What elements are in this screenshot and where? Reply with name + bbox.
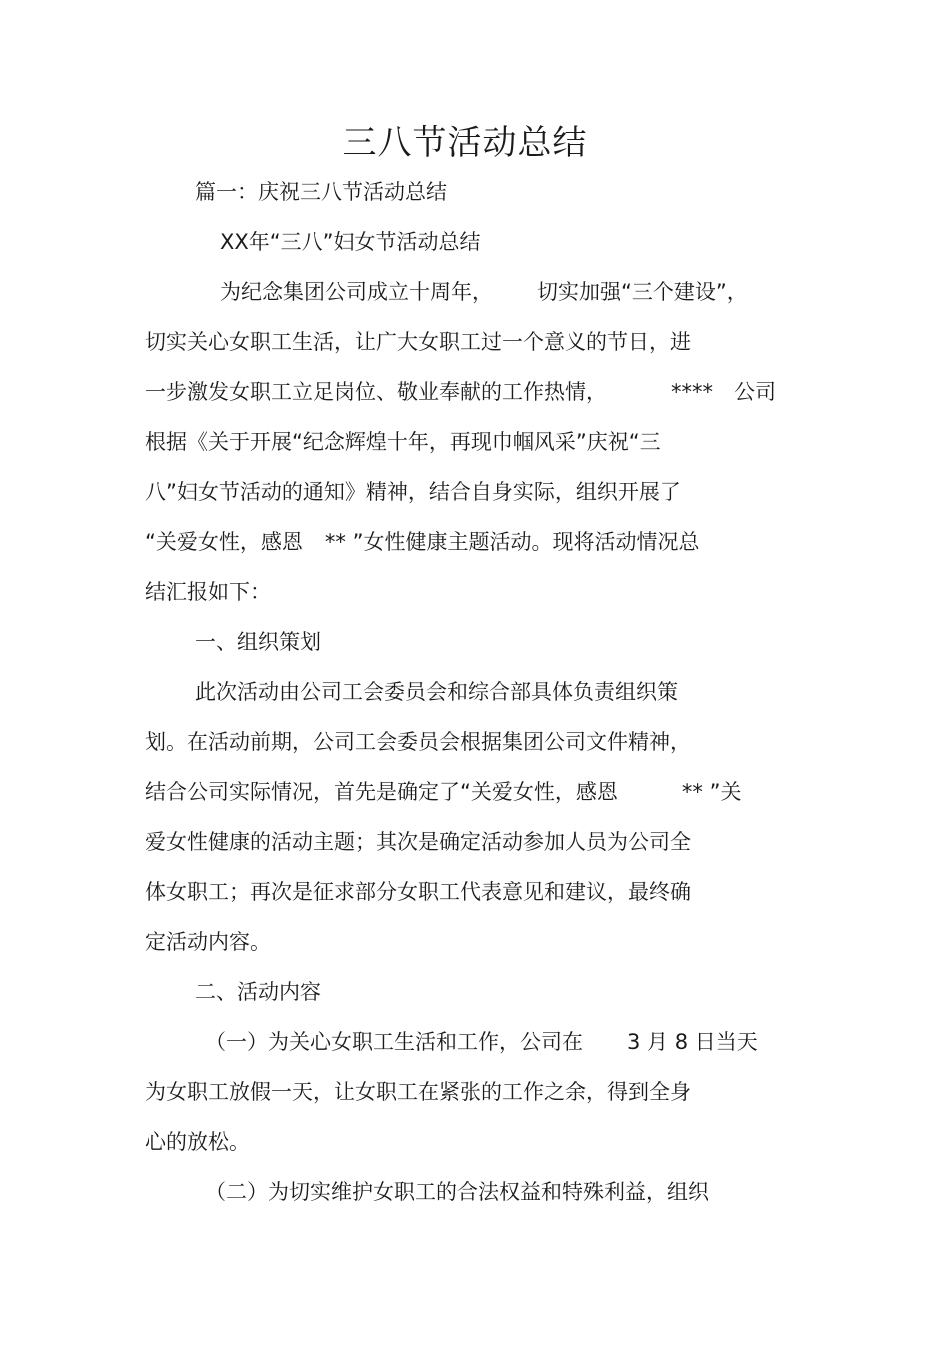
paragraph-line: 划。在活动前期，公司工会委员会根据集团公司文件精神， xyxy=(145,730,691,754)
text-segment: （一）为关心女职工生活和工作，公司在 xyxy=(205,1030,583,1054)
text-segment: 切实加强“三个建设”， xyxy=(537,280,748,304)
paragraph-line: 定活动内容。 xyxy=(145,930,271,954)
text-segment: ** ”关 xyxy=(681,780,742,804)
paragraph-line: 爱女性健康的活动主题；其次是确定活动参加人员为公司全 xyxy=(145,830,691,854)
paragraph-line: 切实关心女职工生活，让广大女职工过一个意义的节日，进 xyxy=(145,330,691,354)
paragraph-line xyxy=(220,277,748,307)
text-segment: “关爱女性，感恩 xyxy=(145,530,303,554)
section-heading-activities: 二、活动内容 xyxy=(195,980,321,1004)
paragraph-line: 结汇报如下： xyxy=(145,580,271,604)
text-segment: ** ”女性健康主题活动。现将活动情况总 xyxy=(324,530,700,554)
paragraph-line: 根据《关于开展“纪念辉煌十年，再现巾帼风采”庆祝“三 xyxy=(145,430,661,454)
paragraph-line: 体女职工；再次是征求部分女职工代表意见和建议，最终确 xyxy=(145,880,691,904)
document-title: 三八节活动总结 xyxy=(342,123,588,163)
text-segment: 为纪念集团公司成立十周年， xyxy=(220,280,493,304)
paragraph-line: 八”妇女节活动的通知》精神，结合自身实际，组织开展了 xyxy=(145,480,681,504)
subtitle: XX年“三八”妇女节活动总结 xyxy=(220,230,481,254)
paragraph-line: 此次活动由公司工会委员会和综合部具体负责组织策 xyxy=(195,680,678,704)
section-heading-part-one: 篇一：庆祝三八节活动总结 xyxy=(195,180,447,204)
text-segment: 结合公司实际情况，首先是确定了“关爱女性，感恩 xyxy=(145,780,618,804)
section-heading-organization: 一、组织策划 xyxy=(195,630,321,654)
paragraph-line xyxy=(205,1027,758,1057)
paragraph-line: 心的放松。 xyxy=(145,1130,250,1154)
paragraph-line xyxy=(145,777,741,807)
paragraph-line xyxy=(145,527,699,557)
paragraph-line: 为女职工放假一天，让女职工在紧张的工作之余，得到全身 xyxy=(145,1080,691,1104)
text-segment: 3 月 8 日当天 xyxy=(627,1030,758,1054)
paragraph-line xyxy=(145,377,776,407)
text-segment: 一步激发女职工立足岗位、敬业奉献的工作热情， xyxy=(145,380,607,404)
text-segment: **** 公司 xyxy=(671,380,776,404)
paragraph-line: （二）为切实维护女职工的合法权益和特殊利益，组织 xyxy=(205,1180,709,1204)
